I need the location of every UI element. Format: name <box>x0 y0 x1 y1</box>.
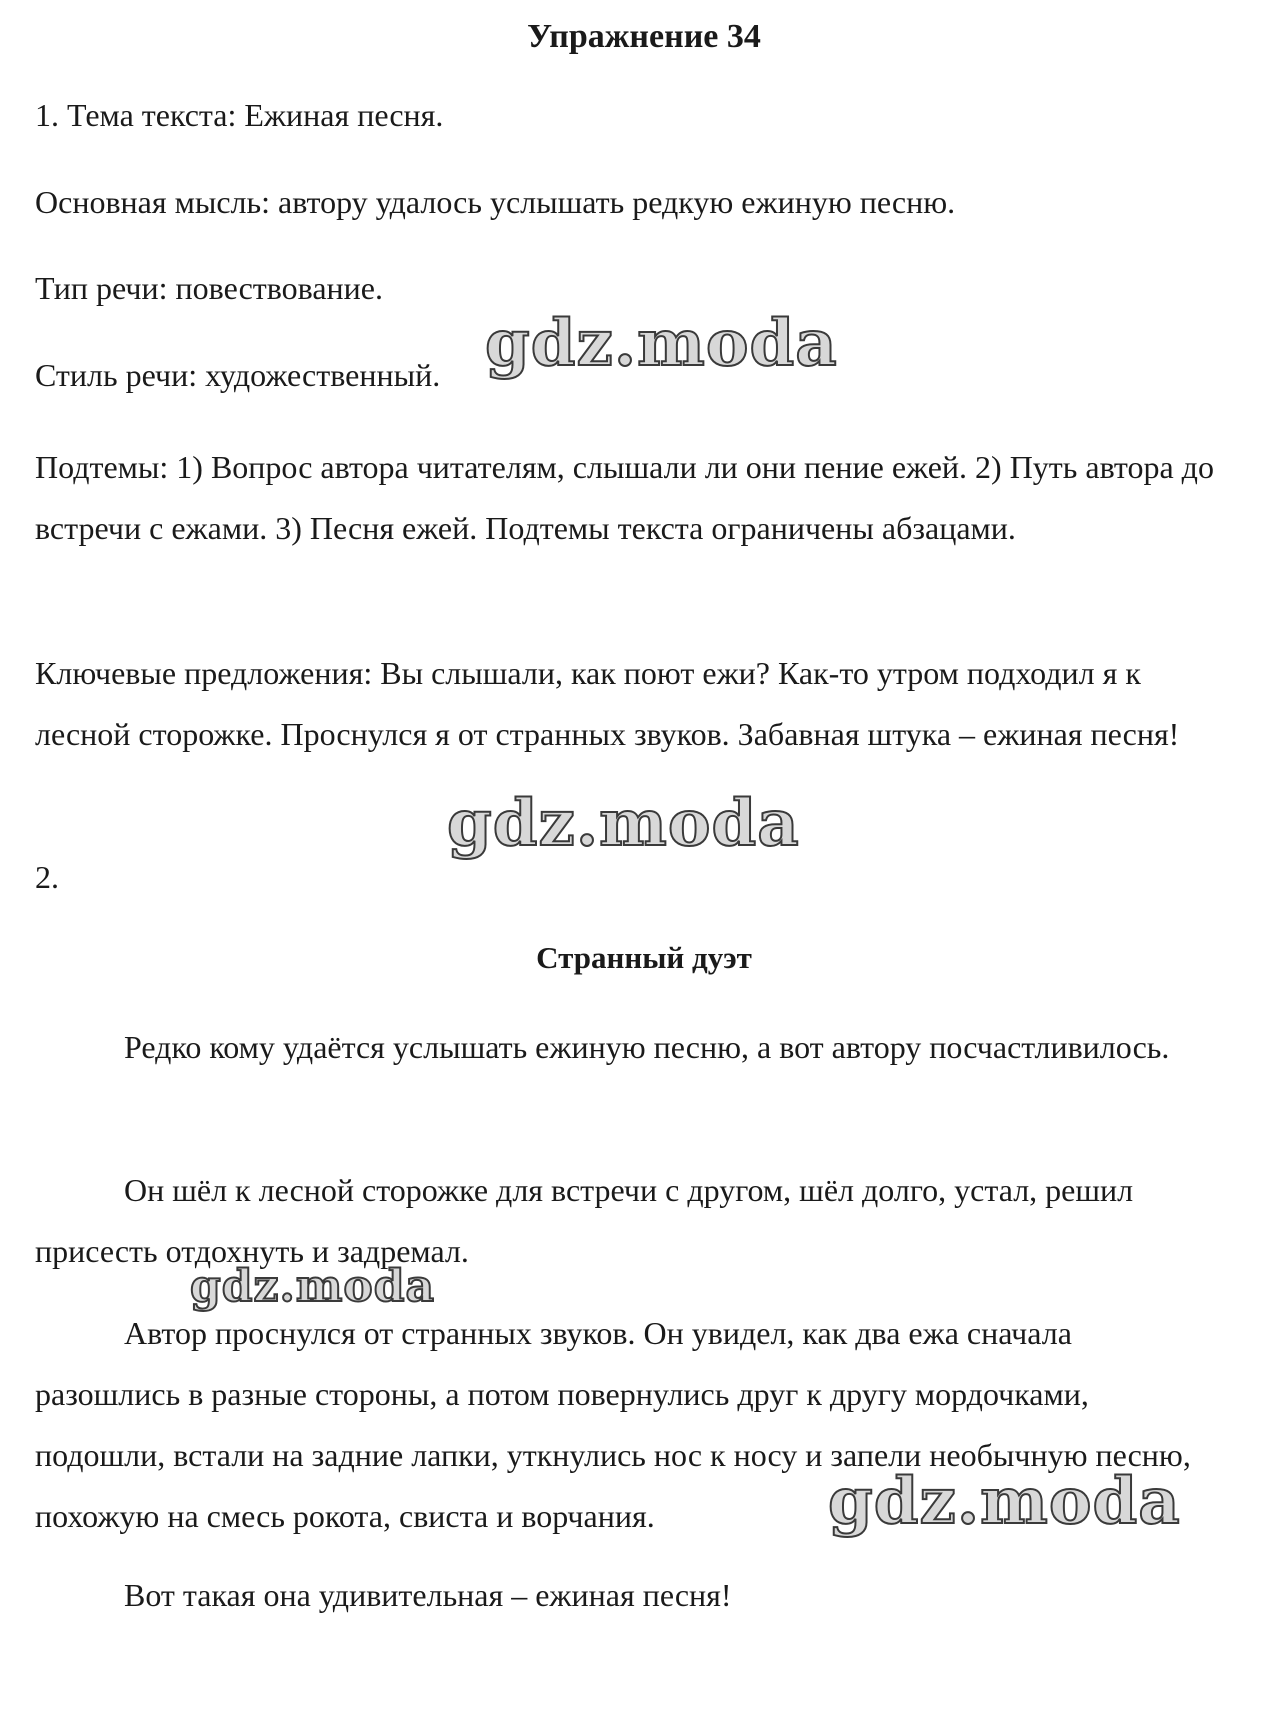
story-heading: Странный дуэт <box>536 940 752 975</box>
story-paragraph: Он шёл к лесной сторожке для встречи с другом, шёл долго, устал, решил присесть отдохнуть и задремал. <box>35 1172 1134 1269</box>
text-theme: 1. Тема текста: Ежиная песня. <box>35 97 444 133</box>
text-main-idea: Основная мысль: автору удалось услышать редкую ежиную песню. <box>35 184 956 220</box>
watermark-logo: gdz.moda <box>190 1261 436 1312</box>
watermark-logo: gdz.moda <box>447 786 800 861</box>
part-two-number: 2. <box>35 859 59 895</box>
story-paragraph: Редко кому удаётся услышать ежиную песню, а вот автору посчастливилось. <box>124 1029 1170 1065</box>
text-key-sentences: Ключевые предложения: Вы слышали, как поют ежи? Как-то утром подходил я к лесной сторожке. Проснулся я от странных звуков. Забавная штука – ежиная песня! <box>35 655 1180 752</box>
exercise-title: Упражнение 34 <box>527 18 761 55</box>
text-speech-style: Стиль речи: художественный. <box>35 357 441 393</box>
story-paragraph: Вот такая она удивительная – ежиная песня! <box>124 1577 732 1613</box>
watermark-logo: gdz.moda <box>485 306 838 381</box>
story-paragraph: Автор проснулся от странных звуков. Он увидел, как два ежа сначала разошлись в разные стороны, а потом повернулись друг к другу мордочками, подошли, встали на задние лапки, уткнулись нос к носу и запели необычную песню, похожую на смесь рокота, свиста и ворчания. <box>35 1315 1191 1534</box>
watermark-logo: gdz.moda <box>828 1464 1181 1539</box>
text-subtopics: Подтемы: 1) Вопрос автора читателям, слышали ли они пение ежей. 2) Путь автора до встречи с ежами. 3) Песня ежей. Подтемы текста ограничены абзацами. <box>35 449 1214 546</box>
text-speech-type: Тип речи: повествование. <box>35 270 383 306</box>
